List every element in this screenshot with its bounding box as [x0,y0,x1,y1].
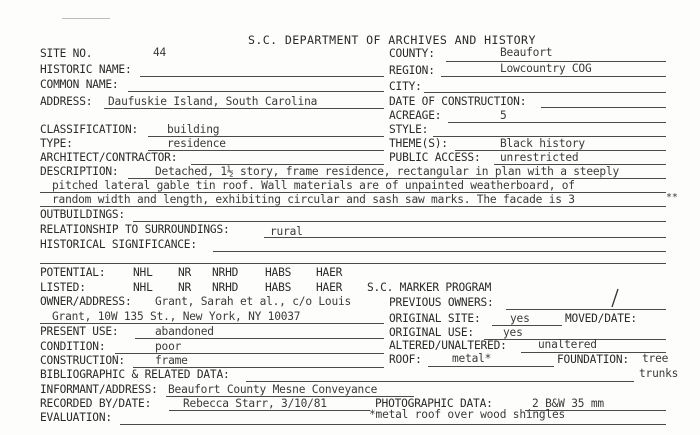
roof-value: metal* [452,352,492,365]
bibliographic-line [246,381,634,382]
relationship-label: RELATIONSHIP TO SURROUNDINGS: [40,223,230,236]
evaluation-note: *metal roof over wood shingles [369,408,566,421]
description-line-1: Detached, 1½ story, frame residence, rectangular in plan with a steeply [155,165,620,178]
city-line [424,92,666,93]
relationship-value: rural [270,225,303,238]
county-value: Beaufort [500,46,553,59]
owner-label: OWNER/ADDRESS: [40,295,132,308]
original-use-label: ORIGINAL USE: [389,326,474,339]
owner-rule [40,323,384,324]
roof-label: ROOF: [389,353,422,366]
listed-label: LISTED: [40,281,86,294]
description-asterisks: ** [666,192,678,203]
evaluation-label: EVALUATION: [40,411,112,424]
foundation-label: FOUNDATION: [557,353,629,366]
description-line-3: random width and length, exhibiting circular and sash saw marks. The facade is 3 [52,193,575,206]
description-rule-3 [40,206,666,207]
owner-line-2: Grant, 10W 135 St., New York, NY 10037 [52,310,301,323]
original-site-value: yes [510,312,530,325]
recorded-line [169,410,370,411]
address-label: ADDRESS: [40,95,93,108]
historic-name-label: HISTORIC NAME: [40,63,132,76]
description-line-2: pitched lateral gable tin roof. Wall materials are of unpainted weatherboard, of [52,179,575,192]
condition-value: poor [155,340,182,353]
potential-haer: HAER [316,266,343,279]
type-value: residence [167,137,226,150]
present-use-line [135,338,384,339]
themes-value: Black history [500,137,585,150]
public-access-value: unrestricted [500,151,579,164]
altered-value: unaltered [538,338,597,351]
region-label: REGION: [389,64,435,77]
architect-label: ARCHITECT/CONTRACTOR: [40,151,178,164]
acreage-line [448,122,666,123]
construction-value: frame [155,354,188,367]
listed-nhl: NHL [133,281,153,294]
informant-value: Beaufort County Mesne Conveyance [168,383,378,396]
present-use-value: abandoned [155,325,214,338]
potential-habs: HABS [265,266,292,279]
significance-line-2 [40,263,666,264]
foundation-value-1: tree [642,352,669,365]
previous-owners-label: PREVIOUS OWNERS: [389,296,494,309]
acreage-label: ACREAGE: [389,109,442,122]
address-line [104,108,384,109]
acreage-value: 5 [500,109,507,122]
foundation-value-2: trunks [639,367,679,380]
site-no-value: 44 [153,46,167,59]
owner-line-1: Grant, Sarah et al., c/o Louis [155,295,352,308]
address-value: Daufuskie Island, South Carolina [108,95,318,108]
pencil-check-mark [610,288,620,308]
site-no-label: SITE NO. [40,47,93,60]
listed-nrhd: NRHD [212,281,239,294]
county-label: COUNTY: [389,47,435,60]
previous-owners-line [506,309,666,310]
marker-program: S.C. MARKER PROGRAM [367,281,492,294]
construction-label: CONSTRUCTION: [40,354,125,367]
listed-nr: NR [178,281,192,294]
bibliographic-label: BIBLIOGRAPHIC & RELATED DATA: [40,368,230,381]
description-label: DESCRIPTION: [40,165,119,178]
present-use-label: PRESENT USE: [40,325,119,338]
evaluation-line [120,424,666,425]
potential-nhl: NHL [133,266,153,279]
potential-label: POTENTIAL: [40,266,106,279]
outbuildings-label: OUTBUILDINGS: [40,208,125,221]
region-value: Lowcountry COG [500,62,592,75]
style-label: STYLE: [389,123,429,136]
date-construction-label: DATE OF CONSTRUCTION: [389,95,527,108]
significance-line [213,251,666,252]
moved-date-label: MOVED/DATE: [565,312,637,325]
classification-label: CLASSIFICATION: [40,123,139,136]
city-label: CITY: [389,80,422,93]
relationship-line [264,237,666,238]
listed-haer: HAER [316,281,343,294]
type-line [148,150,384,151]
altered-label: ALTERED/UNALTERED: [389,339,507,352]
original-use-value: yes [503,326,523,339]
listed-habs: HABS [265,281,292,294]
date-construction-line [541,107,666,108]
roof-line [428,366,554,367]
potential-nr: NR [178,266,192,279]
historic-name-line [140,76,384,77]
recorded-label: RECORDED BY/DATE: [40,397,152,410]
themes-label: THEME(S): [389,137,448,150]
region-line [441,76,666,77]
common-name-line [128,91,384,92]
recorded-value: Rebecca Starr, 3/10/81 [183,397,327,410]
pencil-mark [62,18,110,19]
original-site-label: ORIGINAL SITE: [389,312,481,325]
classification-value: building [167,123,220,136]
potential-nrhd: NRHD [212,266,239,279]
informant-label: INFORMANT/ADDRESS: [40,383,158,396]
type-label: TYPE: [40,137,73,150]
photographic-label: PHOTOGRAPHIC DATA: [375,397,493,410]
outbuildings-line [133,221,666,222]
common-name-label: COMMON NAME: [40,78,119,91]
condition-label: CONDITION: [40,340,106,353]
card-title: S.C. DEPARTMENT OF ARCHIVES AND HISTORY [248,33,536,47]
photographic-value: 2 B&W 35 mm [532,397,604,410]
public-access-label: PUBLIC ACCESS: [389,151,481,164]
significance-label: HISTORICAL SIGNIFICANCE: [40,238,197,251]
